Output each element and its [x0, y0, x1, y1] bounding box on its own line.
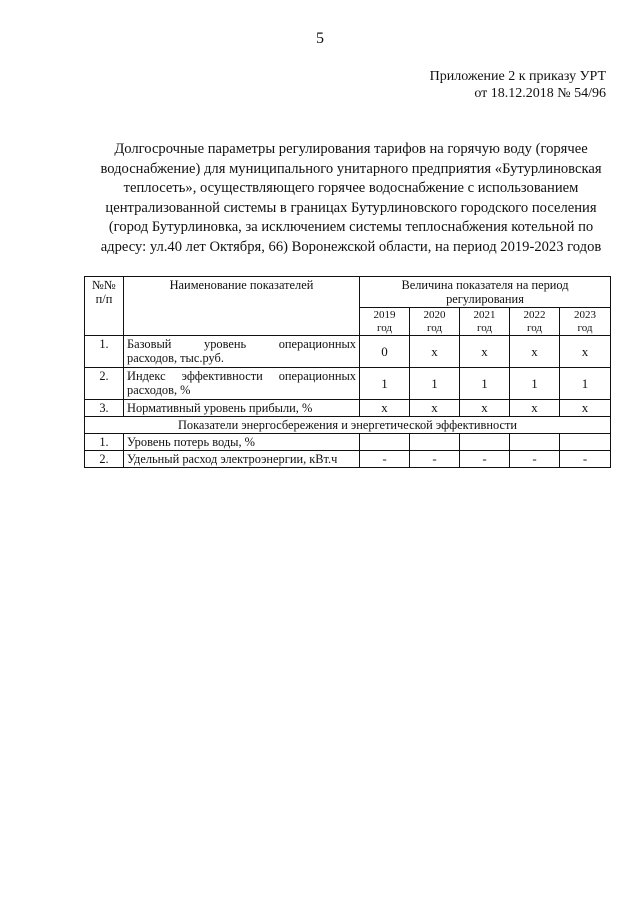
- row-value: 0: [360, 336, 410, 368]
- row-value: [460, 434, 510, 451]
- header-value-group: Величина показателя на период регулирования: [360, 277, 611, 308]
- row-value: -: [560, 451, 611, 468]
- table-row: [85, 336, 611, 368]
- row-value: [560, 434, 611, 451]
- row-value: [410, 434, 460, 451]
- row-value: 1: [510, 368, 560, 400]
- appendix-line-1: Приложение 2 к приказу УРТ: [429, 69, 606, 84]
- row-num: 1.: [85, 434, 124, 451]
- row-name: Удельный расход электроэнергии, кВт.ч: [124, 451, 360, 468]
- row-num: 2.: [85, 451, 124, 468]
- header-num: №№ п/п: [85, 277, 124, 336]
- row-name: Нормативный уровень прибыли, %: [124, 400, 360, 417]
- row-name: Базовый уровень операционных расходов, тыс.руб.: [124, 336, 360, 368]
- table-row: [85, 451, 611, 468]
- row-value: х: [510, 336, 560, 368]
- row-value: [360, 434, 410, 451]
- row-value: -: [460, 451, 510, 468]
- row-value: -: [510, 451, 560, 468]
- section-title: Показатели энергосбережения и энергетической эффективности: [85, 417, 611, 434]
- appendix-line-2: от 18.12.2018 № 54/96: [474, 86, 606, 101]
- row-name: Уровень потерь воды, %: [124, 434, 360, 451]
- row-value: 1: [460, 368, 510, 400]
- row-value: 1: [360, 368, 410, 400]
- row-value: х: [510, 400, 560, 417]
- year-cell: 2021 год: [460, 308, 510, 336]
- row-num: 3.: [85, 400, 124, 417]
- section-header-row: [85, 417, 611, 434]
- table-row: [85, 434, 611, 451]
- year-cell: 2022 год: [510, 308, 560, 336]
- year-cell: 2020 год: [410, 308, 460, 336]
- row-value: х: [560, 400, 611, 417]
- row-value: х: [460, 336, 510, 368]
- row-num: 2.: [85, 368, 124, 400]
- header-name: Наименование показателей: [124, 277, 360, 336]
- table-header-row: [85, 277, 611, 308]
- row-value: 1: [560, 368, 611, 400]
- row-value: -: [410, 451, 460, 468]
- row-value: 1: [410, 368, 460, 400]
- table-row: [85, 400, 611, 417]
- row-value: -: [360, 451, 410, 468]
- row-name: Индекс эффективности операционных расходов, %: [124, 368, 360, 400]
- table-row: [85, 368, 611, 400]
- appendix-reference: [430, 68, 606, 102]
- row-value: [510, 434, 560, 451]
- year-cell: 2019 год: [360, 308, 410, 336]
- page-number: 5: [316, 30, 324, 47]
- row-value: х: [360, 400, 410, 417]
- year-cell: 2023 год: [560, 308, 611, 336]
- row-value: х: [460, 400, 510, 417]
- document-title: Долгосрочные параметры регулирования тарифов на горячую воду (горячее водоснабжение) для муниципального унитарного предприятия «Бутурлиновская теплосеть», осуществляющего горячее водоснабжение с использованием централизованной системы в границах Бутурлиновского городского поселения (город Бутурлиновка, за исключением системы теплоснабжения котельной по адресу: ул.40 лет Октября, 66) Воронежской области, на период 2019-2023 годов: [100, 141, 602, 255]
- row-value: х: [560, 336, 611, 368]
- row-value: х: [410, 336, 460, 368]
- parameters-table: [84, 276, 611, 468]
- row-value: х: [410, 400, 460, 417]
- row-num: 1.: [85, 336, 124, 368]
